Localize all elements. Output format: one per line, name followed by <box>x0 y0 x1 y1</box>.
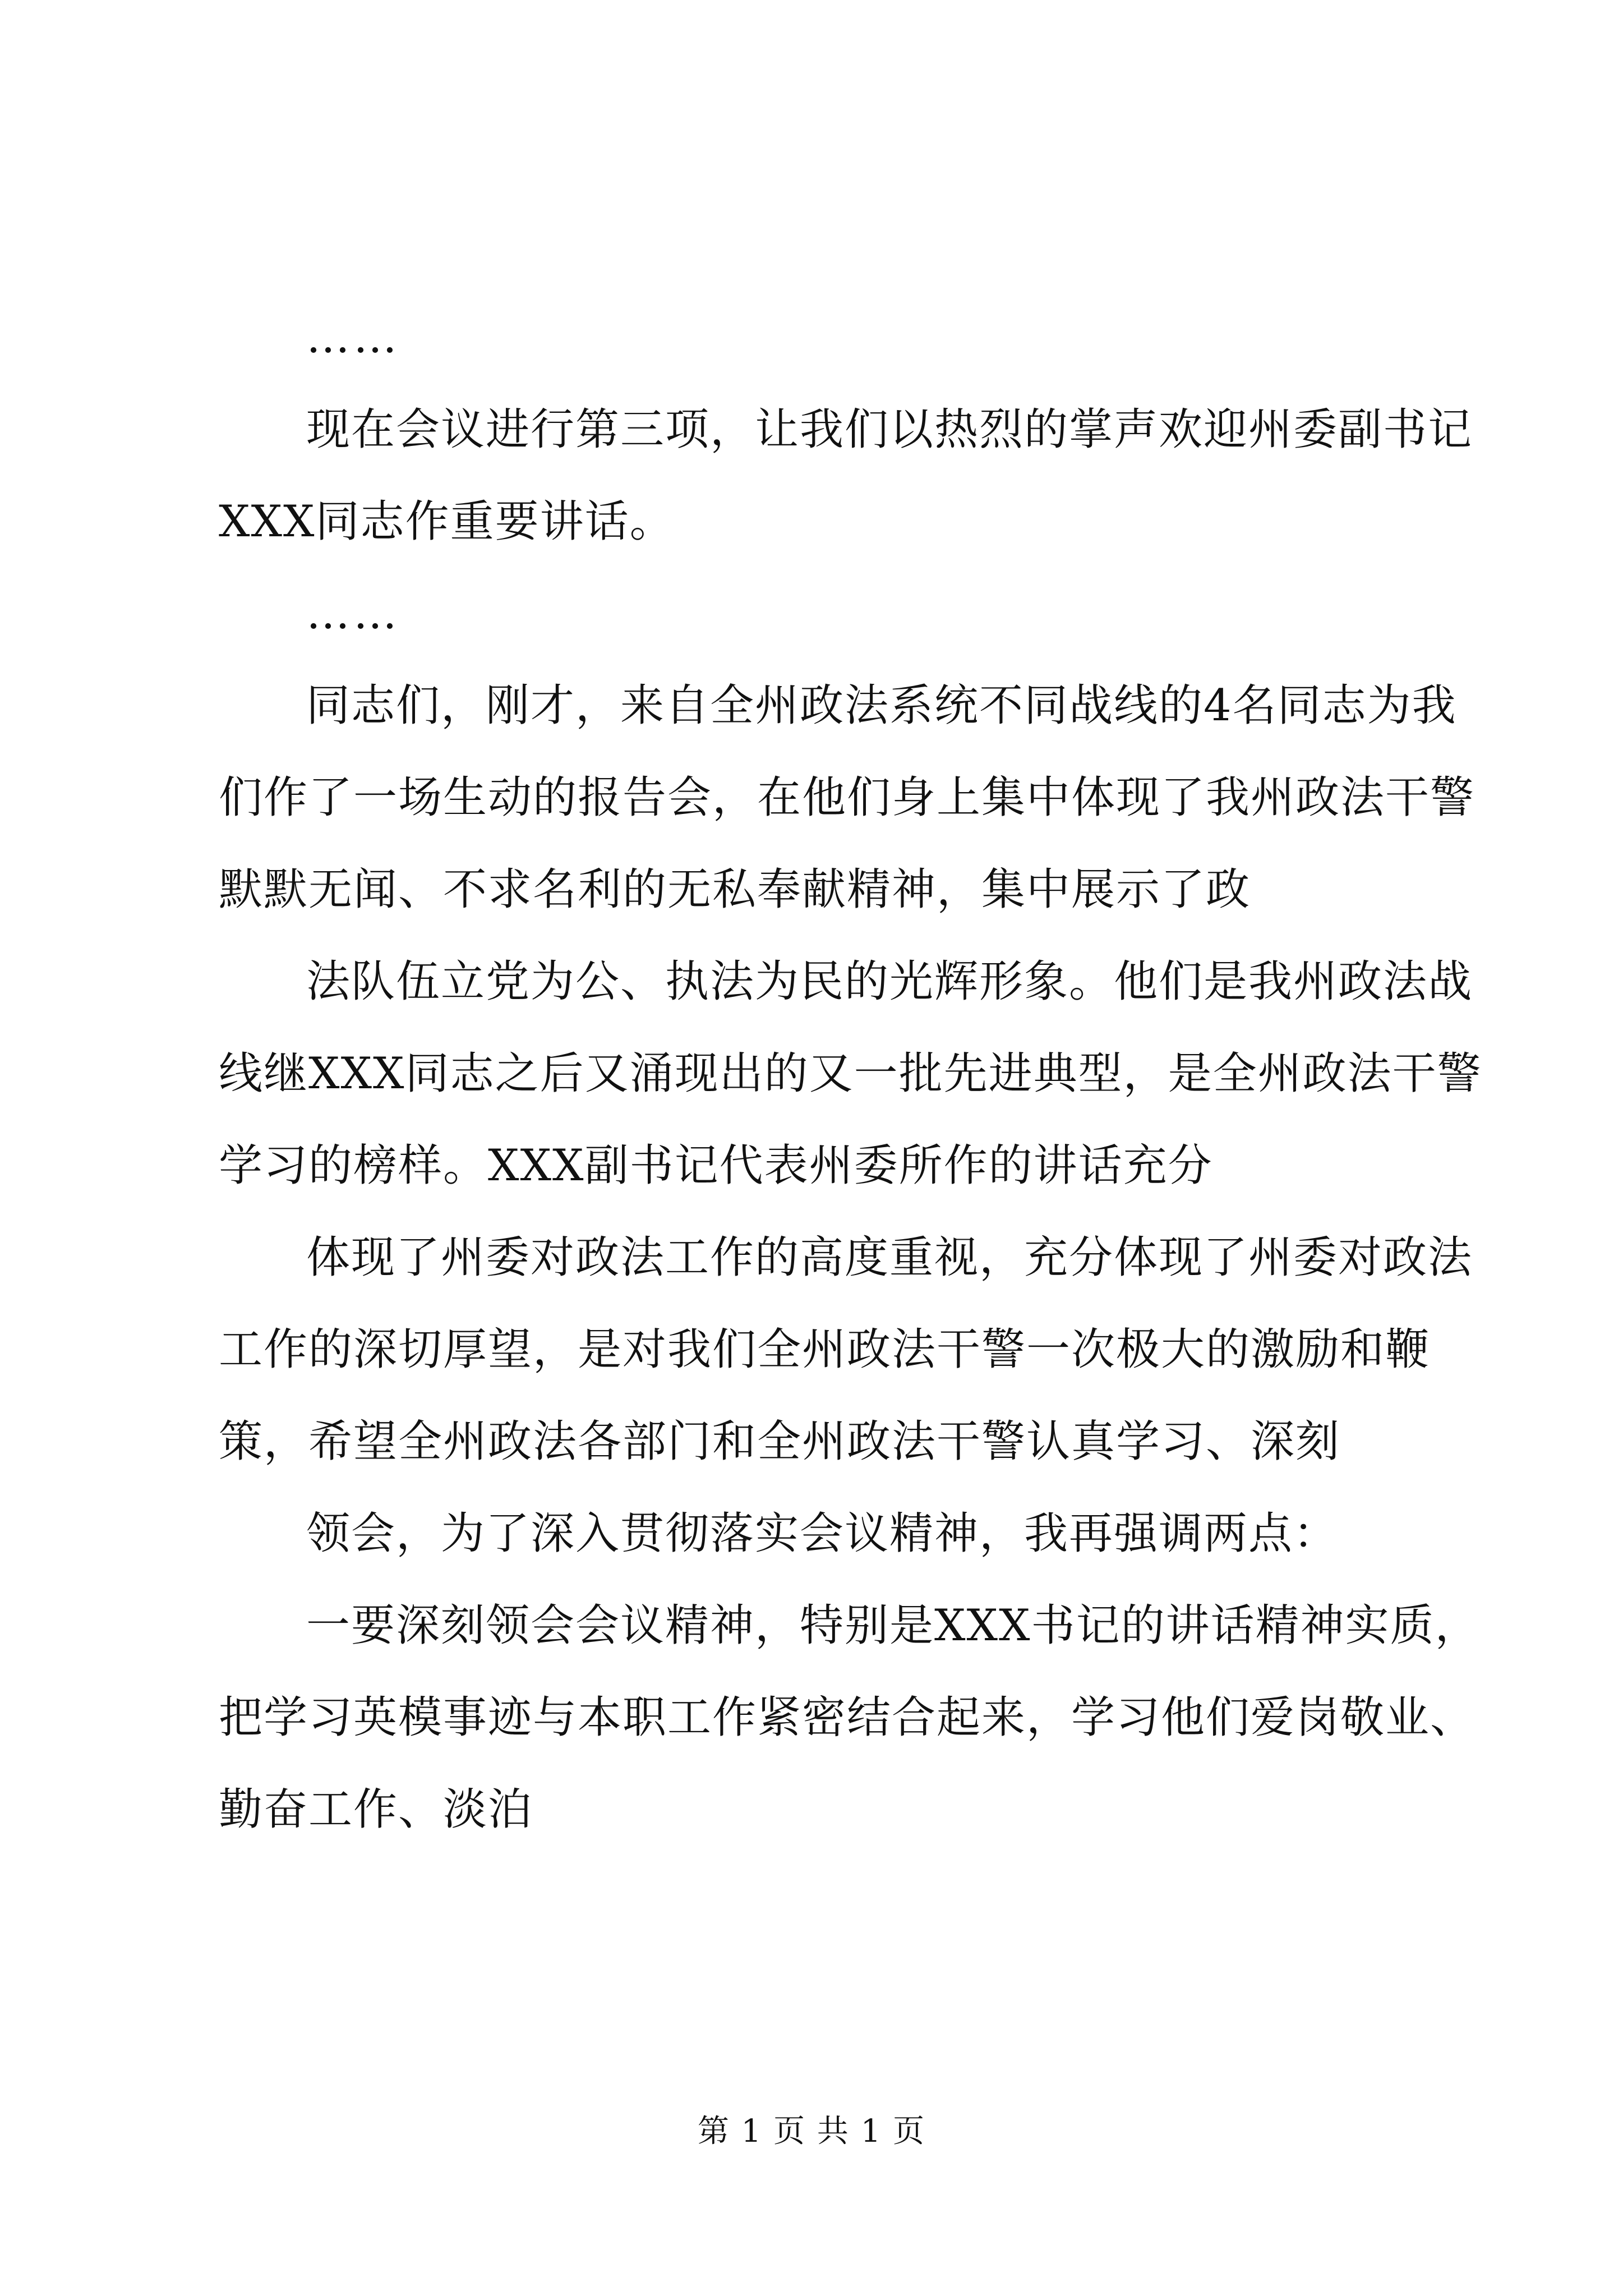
document-body <box>219 292 1497 1856</box>
paragraph-agenda-item: 现在会议进行第三项，让我们以热烈的掌声欢迎州委副书记XXX同志作重要讲话。 <box>219 404 1473 547</box>
paragraph-ellipsis-2: …… <box>306 588 400 639</box>
page-number-footer: 第 1 页 共 1 页 <box>697 2113 926 2150</box>
paragraph-committee-emphasis: 体现了州委对政法工作的高度重视，充分体现了州委对政法工作的深切厚望，是对我们全州政法干警一次极大的激励和鞭策，希望全州政法各部门和全州政法干警认真学习、深刻 <box>219 1232 1473 1467</box>
paragraph-ellipsis-1: …… <box>306 312 400 363</box>
paragraph-point-one: 一要深刻领会会议精神，特别是XXX书记的讲话精神实质，把学习英模事迹与本职工作紧密结合起来，学习他们爱岗敬业、勤奋工作、淡泊 <box>219 1600 1480 1835</box>
paragraph-two-points: 领会，为了深入贯彻落实会议精神，我再强调两点： <box>306 1508 1339 1559</box>
paragraph-report-summary: 同志们，刚才，来自全州政法系统不同战线的4名同志为我们作了一场生动的报告会，在他们身上集中体现了我州政法干警默默无闻、不求名利的无私奉献精神，集中展示了政 <box>219 680 1476 915</box>
paragraph-advanced-examples: 法队伍立党为公、执法为民的光辉形象。他们是我州政法战线继XXX同志之后又涌现出的又一批先进典型，是全州政法干警学习的榜样。XXX副书记代表州委所作的讲话充分 <box>219 956 1482 1191</box>
